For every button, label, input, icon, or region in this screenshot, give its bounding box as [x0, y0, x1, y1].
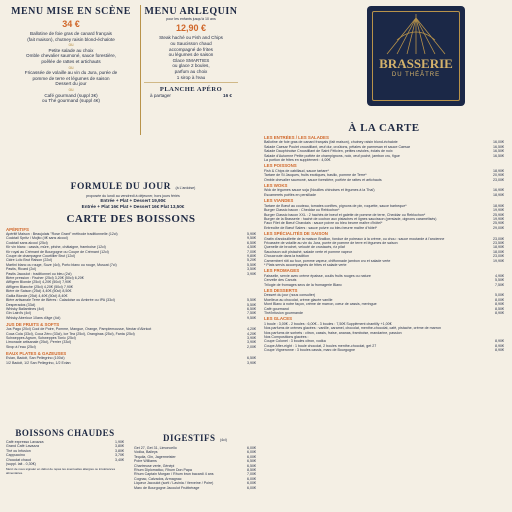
- item-price: 9,80€: [247, 254, 256, 259]
- planche-price: 16 €: [223, 93, 232, 99]
- brasserie-logo: [367, 6, 465, 106]
- carte-section-heading: LES VIANDES: [264, 198, 294, 204]
- item-name: Fish & Chips de cabillaud, sauce tartare*: [264, 168, 329, 173]
- item-price: 16,00€: [493, 140, 504, 145]
- item-price: 3,90€: [247, 271, 256, 276]
- item-name: Nos Compositions glacées :: [264, 335, 309, 340]
- logo-line1: BRASSERIE: [379, 56, 453, 71]
- menu-arlequin-lines: [144, 35, 238, 80]
- item-price: 6,50€: [247, 306, 256, 311]
- item-name: Café gourmand: [264, 306, 289, 311]
- menu-line: Steak haché ou Fish and Chips: [159, 35, 223, 41]
- item-price: 6,00€: [247, 485, 256, 490]
- menu-line: ou: [68, 64, 74, 70]
- item-name: Ballotine de foie gras de canard français (fait maison), chutney raisin blond-échalote: [264, 140, 398, 145]
- item-name: Schweppes Agrum, Schweppes Tonic (25cl): [6, 335, 76, 340]
- item-price: 20,90€: [493, 173, 504, 178]
- item-name: Bière pression : Fischer (25cl) 3,20€ (50cl) 6,20€: [6, 276, 84, 281]
- item-price: 7,50€: [495, 282, 504, 287]
- item-price: 5,50€: [495, 278, 504, 283]
- item-name: Entrecôte de Bœuf Salers : sauce poivre ou bleu beurre maître d'hôtel*: [264, 225, 377, 230]
- aperitifs-list: [6, 232, 256, 320]
- item-price: 4,50€: [247, 245, 256, 250]
- item-price: 4,20€: [247, 331, 256, 336]
- item-price: 8,90€: [495, 343, 504, 348]
- digestifs-title: DIGESTIFS: [163, 433, 216, 443]
- item-name: Nos parfums de sorbets : citron, cassis, fraise, ananas, framboise, mandarine, passion: [264, 330, 402, 335]
- menu-item-row: [264, 158, 504, 162]
- boissons-title: CARTE DES BOISSONS: [66, 213, 196, 225]
- jus-list: [6, 327, 256, 349]
- item-name: Fricassée de volaille au vin du Jura, purée de pomme de terre et légumes de saison: [264, 240, 398, 245]
- item-name: Coupe After-eight : 1 boule chocolat, 2 boules menthe-chocolat, get 27: [264, 343, 377, 348]
- item-name: Faux Filet de Bœuf Charolais : sauce poivre ou bleu beurre maître d'hôtel*: [264, 221, 383, 226]
- item-price: 18,90€: [493, 168, 504, 173]
- item-price: 5,00€: [495, 293, 504, 298]
- menu-line: ou: [68, 42, 74, 48]
- item-price: 16,50€: [493, 144, 504, 149]
- item-name: Affligem Blanche (25cl) 4,20€ (50cl) 7,90€: [6, 284, 73, 289]
- item-price: 7,00€: [247, 249, 256, 254]
- item-name: Cappuccino: [6, 453, 25, 458]
- item-price: 5,50€: [247, 298, 256, 303]
- item-name: Rhum Captain Morgan / Rhum brun bacardi 4 ans: [134, 472, 214, 477]
- item-price: 3,40€: [115, 457, 124, 462]
- formule-desc: proposée du lundi au vendredi à déjeuner, hors jours fériés: [86, 194, 180, 198]
- item-name: Poire Williams: [134, 459, 157, 464]
- menu-mise-en-scene: [6, 6, 136, 104]
- digestifs-tag: (4cl): [219, 438, 227, 442]
- menu-item-row: [264, 263, 504, 267]
- formule-line1: Entrée + Plat + Dessert 19,90€: [100, 198, 166, 204]
- menu-line: ou Thé gourmand (suppl 4€): [42, 98, 100, 104]
- item-name: Coupe Vigneronne : 3 boules cassis, marc de Bourgogne: [264, 348, 356, 353]
- item-name: * Plats servis accompagnés de frites et salade verte: [264, 262, 347, 267]
- menu-arlequin: [144, 6, 238, 99]
- carte-sections: [264, 136, 504, 353]
- item-price: 1,90€: [115, 440, 124, 444]
- item-name: Omble chevalier saumoné, sauce forestière, poêlée de rattes et artichauts: [264, 177, 382, 182]
- item-name: Coupe de champagne Courtillier Brut (12cl): [6, 254, 76, 259]
- item-price: 8,90€: [495, 311, 504, 316]
- item-price: 7,00€: [247, 472, 256, 477]
- item-name: Gin Laird's (4cl): [6, 311, 32, 316]
- item-name: Choucroute dans la tradition: [264, 254, 309, 259]
- menu-arlequin-price: 12,90 €: [175, 23, 207, 34]
- item-name: Thé/Infusion gourmande: [264, 311, 303, 316]
- menu-line: pomme de terre et légumes de saison: [32, 75, 110, 81]
- item-name: Coca Cola (33cl), Coca Zéro (33cl), Ice Tea (25cl), Oranginas (25cl), Fanta (25cl): [6, 331, 135, 336]
- item-price: 6,50€: [247, 463, 256, 468]
- carte-boissons: [6, 213, 256, 365]
- item-name: 1/2 Badoit, 1/2 San Pellegrino, 1/2 Evian: [6, 360, 71, 365]
- menu-item-row: [264, 193, 504, 197]
- item-price: 5,20€: [247, 258, 256, 263]
- item-name: Café expresso Lavazza: [6, 440, 44, 444]
- menu-arlequin-title: MENU ARLEQUIN: [144, 6, 238, 17]
- menu-item-row: [264, 226, 504, 230]
- item-price: 8,90€: [495, 348, 504, 353]
- carte-section-heading: LES DESSERTS: [264, 288, 298, 293]
- item-name: Tartare de Bœuf au couteau, tomates confites, pignons de pin, roquette, sauce barbeque*: [264, 203, 407, 208]
- item-name: Dessert du jour (nous consulter): [264, 293, 316, 298]
- item-price: 6,50€: [247, 459, 256, 464]
- item-name: Saucisson cuit pistaché, salade verte et pomme vapeur: [264, 249, 353, 254]
- menu-line: ou glace 2 boules,: [172, 63, 210, 69]
- item-name: Quenelle de brochet, velouté de crustacés, riz pilaf: [264, 245, 345, 250]
- menu-line: Dessert du jour: [55, 81, 87, 87]
- item-price: 16,50€: [493, 153, 504, 158]
- jus-heading: JUS DE FRUITS & SOFTS: [6, 322, 60, 328]
- item-name: Cervelle des Canuts: [264, 278, 297, 283]
- item-price: 6,00€: [247, 476, 256, 481]
- item-name: Desperados (33cl): [6, 302, 36, 307]
- item-price: 5,50€: [247, 262, 256, 267]
- menu-item-row: [264, 348, 504, 352]
- menu-line: ou: [68, 86, 74, 92]
- item-name: Gallia Blonde (25cl) 4,40€ (50cl) 8,40€: [6, 293, 68, 298]
- item-price: 4,20€: [247, 327, 256, 332]
- item-name: Wok de légumes sauce soja (Nouilles chinoises et légumes à la Thaï): [264, 188, 375, 193]
- carte-section-heading: LES FROMAGES: [264, 268, 300, 274]
- item-name: Coupe Colonel : 3 boules citron, vodka: [264, 339, 326, 344]
- digestifs-list: [134, 446, 256, 490]
- item-name: Jus Pago (20cl) Cool de Poire, Pomme, Mangue, Orange, Pamplemousse, Nectar d'Abricot: [6, 327, 152, 332]
- menu-line: Glace SMARTIES: [172, 57, 210, 63]
- divider: [140, 5, 141, 135]
- menu-item-row: [264, 283, 504, 287]
- item-price: 18,90€: [493, 245, 504, 250]
- menu-line: Café gourmand (suppl 3€): [44, 92, 98, 98]
- item-name: Nos parfums de crèmes glacées : vanille, caramel, chocolat, menthe-chocolat, café, pistache, crème de marron: [264, 326, 441, 331]
- item-price: 18,90€: [493, 192, 504, 197]
- item-price: 8,50€: [495, 306, 504, 311]
- menu-item-row: [264, 178, 504, 182]
- carte-section-heading: LES POISSONS: [264, 163, 297, 169]
- item-price: 7,50€: [247, 311, 256, 316]
- item-price: 3,80€: [115, 448, 124, 453]
- item-name: Cognac, Calvados, Armagnac: [134, 476, 182, 481]
- carte-section-heading: LES SPÉCIALITÉS DE SAISON: [264, 231, 328, 237]
- item-name: Tartare de St Jacques, fruits exotiques, basilic, pomme de Terre*: [264, 173, 367, 178]
- menu-item-row: [6, 316, 256, 320]
- item-price: 9,50€: [247, 315, 256, 320]
- formule-line2: Entrée + Plat 16€ Plat + Dessert 16€ Plat 13,50€: [81, 204, 185, 209]
- item-price: 6,00€: [247, 481, 256, 486]
- item-price: 29,00€: [493, 225, 504, 230]
- item-name: Whisky Ballantines (4cl): [6, 306, 45, 311]
- menu-mise-price: 34 €: [62, 19, 80, 29]
- item-price: 23,00€: [493, 236, 504, 241]
- item-name: Mont Blanc à notre façon, crème de marron, cœur de cassis, meringue: [264, 302, 377, 307]
- item-price: 8,90€: [495, 302, 504, 307]
- menu-line: parfum au choix: [174, 68, 208, 74]
- item-name: Apéritif Maison : Beaujolais "Rose Grant" méthode traditionnelle (12cl): [6, 232, 118, 236]
- item-price: 16,90€: [493, 188, 504, 193]
- item-name: La portion de frites en supplément : 4,00€: [264, 158, 331, 163]
- item-price: 19,90€: [493, 208, 504, 213]
- item-name: Salade Caesar Poulet croustillant, œuf dur, croûtons, pétales de parmesan et sauce Caesar: [264, 144, 411, 149]
- item-price: 8,00€: [495, 297, 504, 302]
- item-name: Cocktail Spritz / Mojito (4€ sans alcool): [6, 236, 68, 241]
- item-name: Escamerets poêlés en persillade: [264, 192, 316, 197]
- item-name: Sirop à l'eau (25cl): [6, 344, 36, 349]
- item-name: Cocktail sans alcool (25cl): [6, 240, 48, 245]
- menu-line: ou légumes de saison: [168, 52, 214, 58]
- menu-mise-title: MENU MISE EN SCÈNE: [11, 6, 131, 17]
- item-price: 23,50€: [493, 240, 504, 245]
- item-name: Limonade artisanale (25cl), Perrier (33cl): [6, 340, 72, 345]
- menu-line: Omble chevalier saumoné, sauce forestière,: [26, 53, 116, 59]
- menu-line: Fricassée de volaille au vin du Jura, purée de: [24, 70, 118, 76]
- item-name: Cidre Loïc Brut Raison (22cl): [6, 258, 53, 263]
- item-price: 19,90€: [493, 216, 504, 221]
- logo-line2: DU THÉÂTRE: [391, 72, 441, 78]
- item-name: Rhum Diplomatico, Rhum Don Papa: [134, 468, 192, 473]
- item-name: Burger Classic bacon XXL : 2 hachés de bœuf et galette de pomme de terre, Cheddar ou Reblochon*: [264, 212, 426, 217]
- aperitifs-heading: APÉRITIFS: [6, 227, 29, 232]
- item-name: Pastis Jacoulot : traditionnel ou bleu (2cl): [6, 271, 72, 276]
- item-price: 23,00€: [493, 254, 504, 259]
- item-price: 9,50€: [247, 236, 256, 241]
- item-name: Trilogie de fromages secs de la fromagerie Blanc: [264, 282, 342, 287]
- item-price: 23,00€: [493, 177, 504, 182]
- menu-line: ou Saucisson chaud: [170, 41, 212, 46]
- item-name: Bière artisanale Terre de Bières : Caladoise ou Ambrée ou IPA (33cl): [6, 298, 115, 303]
- item-name: Tequila, Gin, Jagermeister: [134, 454, 176, 459]
- carte-section-heading: LES WOKS: [264, 183, 288, 189]
- item-price: 3,90€: [247, 335, 256, 340]
- item-name: Gratin d'andouillette de la maison Braillon, fondue de poireaux à la crème, ou chou : sauce moutarde à l'ancienne: [264, 236, 445, 241]
- item-price: 6,00€: [247, 454, 256, 459]
- item-price: 3,70€: [115, 453, 124, 458]
- planche-sub: à partager: [150, 93, 171, 99]
- menu-item-row: [6, 462, 124, 466]
- item-name: Vodka, Baileys: [134, 450, 158, 455]
- item-name: Chocolat chaud: [6, 457, 31, 462]
- menu-mise-lines: [6, 31, 136, 104]
- item-name: (suppl. lait - 0,30€): [6, 462, 36, 467]
- formule-title: FORMULE DU JOUR: [70, 182, 172, 192]
- item-name: Moelleux au chocolat, crème glacée vanille: [264, 297, 333, 302]
- menu-arlequin-subtitle: pour les enfants jusqu'à 10 ans: [166, 17, 216, 21]
- menu-item-row: [264, 311, 504, 315]
- item-price: 5,50€: [247, 302, 256, 307]
- item-name: Kir vin blanc : cassis, mûre, pêche, châtaigne, framboise (12cl): [6, 245, 106, 250]
- chaudes-list: [6, 440, 124, 466]
- carte-title: À LA CARTE: [348, 122, 420, 134]
- menu-line: poêlée de rattes et artichauts: [41, 58, 101, 64]
- item-name: Pastis, Ricard (2cl): [6, 267, 37, 272]
- item-name: Liqueur Jacoulot (sorti / Lavinia / Verveine / Poire): [134, 481, 214, 486]
- item-price: 3,90€: [247, 360, 256, 365]
- digestifs: [134, 428, 256, 490]
- item-name: Evian, Badoit, San Pellegrino (100cl): [6, 356, 65, 361]
- item-name: Burger de la Brasserie : haché de cochon aux pistaches et lignes saucisson (persiade, oignons caramélisés): [264, 216, 437, 221]
- item-price: 8,50€: [247, 468, 256, 473]
- menu-item-row: [6, 345, 256, 349]
- item-price: 25,90€: [493, 212, 504, 217]
- planche-title: PLANCHE APÉRO: [159, 86, 223, 94]
- menu-line: Ballotine de foie gras de canard français: [30, 31, 112, 36]
- menu-item-row: [6, 361, 256, 365]
- menu-line: accompagné de frites: [169, 46, 213, 52]
- item-price: 25,90€: [493, 221, 504, 226]
- item-name: Thé ou Infusion: [6, 448, 31, 453]
- item-name: Faisselle, servie avec crème épaisse, coulis fruits rouges ou nature: [264, 273, 371, 278]
- boissons-chaudes: [6, 428, 124, 476]
- item-price: 3,90€: [247, 340, 256, 345]
- item-name: Get 27, Get 31, Limoncello: [134, 446, 177, 450]
- item-name: Whisky Aberlour 10ans d'âge (4cl): [6, 315, 61, 320]
- item-name: Burger Classic bacon : Cheddar ou Reblochon*: [264, 208, 340, 213]
- item-name: Salade d'Automne Petite poêlée de champignons, noix, œuf poché, jambon cru, figue: [264, 153, 400, 158]
- art-deco-ornament-icon: [367, 10, 465, 60]
- item-price: 16,50€: [493, 149, 504, 154]
- item-name: Bière de Saison (25cl) 4,40€ (50cl) 8,50€: [6, 289, 72, 294]
- menu-item-row: [134, 486, 256, 490]
- menu-line: (fait maison), chutney raisin blond-échalote: [27, 36, 115, 42]
- carte-section-heading: LES GLACES: [264, 316, 293, 322]
- item-price: 6,50€: [247, 356, 256, 361]
- item-price: 18,90€: [493, 203, 504, 208]
- formule-tag: (à L'ardoise): [175, 186, 196, 190]
- allergy-note: Merci de nous signaler en début de repas les éventuelles allergies ou intolérances alimentaires.: [6, 467, 116, 476]
- carte-section-heading: LES ENTRÉES / LES SALADES: [264, 135, 329, 140]
- item-price: 3,80€: [115, 444, 124, 449]
- item-price: 2,00€: [247, 344, 256, 349]
- eaux-list: [6, 356, 256, 365]
- item-price: 4,90€: [495, 273, 504, 278]
- item-name: Chartreuse verte, Génépi: [134, 463, 175, 468]
- item-name: Marc de Bourgogne Jacoulot Fruitbérage: [134, 485, 200, 490]
- item-price: 3,50€: [247, 267, 256, 272]
- menu-line: Petite salade au choix: [48, 47, 94, 53]
- item-price: 8,90€: [495, 339, 504, 344]
- item-price: 6,00€: [247, 450, 256, 455]
- item-name: Salade Dauphinoise Croustillant de Saint Félicien, petites ravioles, éclats de noix: [264, 149, 393, 154]
- item-price: 18,00€: [493, 249, 504, 254]
- item-name: Martini blanc ou rouge, Suze (4cl), Porto blanc ou rouge, Muscat (7cl): [6, 262, 117, 267]
- item-price: 6,50€: [247, 240, 256, 245]
- a-la-carte: [264, 122, 504, 353]
- chaudes-title: BOISSONS CHAUDES: [15, 428, 115, 438]
- formule-du-jour: [8, 176, 258, 210]
- eaux-heading: EAUX PLATES & GAZEUSES: [6, 351, 67, 357]
- item-name: Grand Café Lavazza: [6, 444, 39, 449]
- item-price: 6,00€: [247, 446, 256, 450]
- item-price: 5,90€: [247, 232, 256, 236]
- item-name: 1 boule : 3,00€ - 2 boules : 6,00€ - 3 boules : 7,50€ Supplément chantilly +1,00€: [264, 321, 392, 326]
- item-name: Camembert rôti au four, pomme vapeur, chiffonnade jambon cru et salade verte: [264, 258, 391, 263]
- item-name: Affligem Blonde (25cl) 4,20€ (50cl) 7,90€: [6, 280, 72, 285]
- item-price: 19,90€: [493, 258, 504, 263]
- menu-line: 1 sirop à l'eau: [176, 74, 206, 80]
- item-name: Kir royal au Crémant de Bourgogne ou Coupe de Crémant (12cl): [6, 249, 109, 254]
